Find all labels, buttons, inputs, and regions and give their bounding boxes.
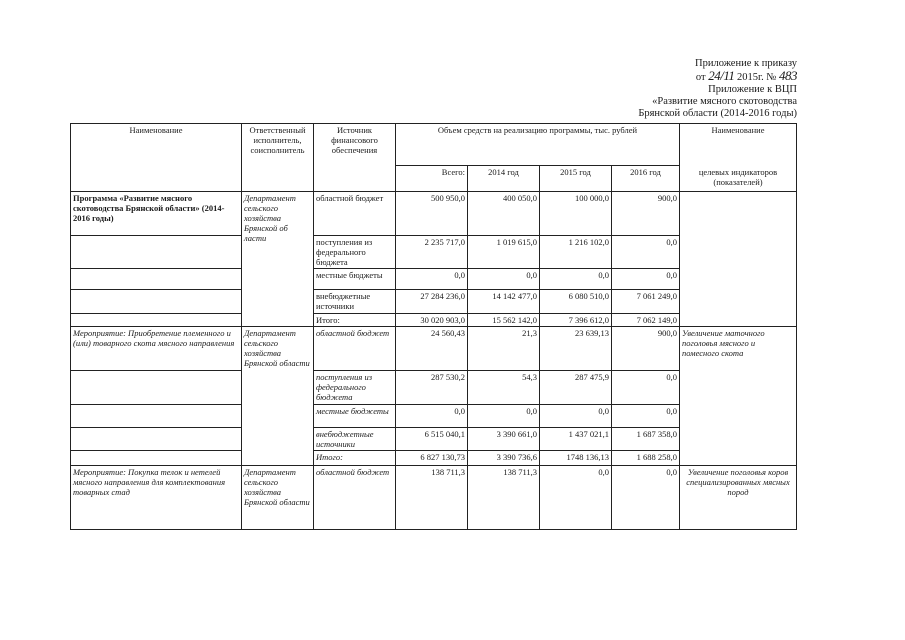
handwritten-date: 24/11 [708, 68, 735, 83]
value-cell-total: 138 711,3 [396, 466, 468, 530]
value-cell-y2016: 0,0 [612, 466, 680, 530]
value-cell-y2016: 0,0 [612, 405, 680, 428]
header-row-1 [71, 124, 797, 166]
value-cell-y2014: 400 050,0 [468, 192, 540, 236]
header-line-3: Приложение к ВЦП [708, 84, 797, 95]
value-cell-y2016: 1 687 358,0 [612, 428, 680, 451]
col-header-name: Наименование [71, 124, 242, 166]
header-line-4: «Развитие мясного скотоводства [652, 96, 797, 107]
value-cell-y2015: 7 396 612,0 [540, 314, 612, 327]
value-cell-total: 287 530,2 [396, 371, 468, 405]
value-cell-y2014: 138 711,3 [468, 466, 540, 530]
block-name-cell: Программа «Развитие мясного скотоводства Брянской области» (2014-2016 годы) [71, 192, 242, 236]
handwritten-number: 483 [779, 68, 797, 83]
value-cell-y2016: 0,0 [612, 236, 680, 269]
indicator-cell [680, 192, 797, 327]
col-header-2016: 2016 год [612, 166, 680, 192]
value-cell-total: 24 560,43 [396, 327, 468, 371]
source-cell: областной бюджет [314, 327, 396, 371]
table-row [71, 327, 797, 371]
program-funding-table [70, 123, 797, 530]
value-cell-total: 500 950,0 [396, 192, 468, 236]
col-header-funds: Объем средств на реализацию программы, тыс. рублей [396, 124, 680, 166]
col-header-2014: 2014 год [468, 166, 540, 192]
value-cell-y2014: 3 390 736,6 [468, 451, 540, 466]
source-cell: поступления из федерального бюджета [314, 371, 396, 405]
header-row-2 [71, 166, 797, 192]
col-header-source: Источник финансового обеспечения [314, 124, 396, 166]
header-blank-source [314, 166, 396, 192]
block-name-cell: Мероприятие: Приобретение племенного и (или) товарного скота мясного направления [71, 327, 242, 371]
header-line-1: Приложение к приказу [695, 58, 797, 69]
table-row [71, 192, 797, 236]
source-cell: внебюджетные источники [314, 428, 396, 451]
block-executor-cell: Департамент сельского хозяйства Брянской об ласти [242, 192, 314, 327]
value-cell-y2015: 0,0 [540, 269, 612, 290]
value-cell-y2015: 287 475,9 [540, 371, 612, 405]
source-cell: местные бюджеты [314, 405, 396, 428]
block-executor-cell: Департамент сельского хозяйства Брянской области [242, 466, 314, 530]
source-cell: Итого: [314, 451, 396, 466]
col-header-indicator-top: Наименование [680, 124, 797, 166]
header-line-2 [638, 70, 797, 84]
col-header-executor: Ответственный исполнитель, соисполнитель [242, 124, 314, 166]
value-cell-y2016: 0,0 [612, 269, 680, 290]
value-cell-y2016: 900,0 [612, 327, 680, 371]
indicator-cell: Увеличение поголовья коров специализированных мясных пород [680, 466, 797, 530]
source-cell: областной бюджет [314, 466, 396, 530]
value-cell-y2014: 15 562 142,0 [468, 314, 540, 327]
header-year-label: 2015г. № [736, 72, 777, 83]
block-name-cell: Мероприятие: Покупка телок и нетелей мясного направления для комплектования товарных стад [71, 466, 242, 530]
header-blank-executor [242, 166, 314, 192]
value-cell-y2015: 23 639,13 [540, 327, 612, 371]
header-blank-name [71, 166, 242, 192]
header-line-5: Брянской области (2014-2016 годы) [638, 108, 797, 119]
source-cell: поступления из федерального бюджета [314, 236, 396, 269]
empty-name-cell [71, 236, 242, 269]
header-date-prefix: от [695, 72, 706, 83]
value-cell-y2014: 14 142 477,0 [468, 290, 540, 314]
value-cell-y2014: 54,3 [468, 371, 540, 405]
value-cell-y2015: 0,0 [540, 405, 612, 428]
value-cell-y2015: 100 000,0 [540, 192, 612, 236]
col-header-2015: 2015 год [540, 166, 612, 192]
value-cell-total: 2 235 717,0 [396, 236, 468, 269]
source-cell: областной бюджет [314, 192, 396, 236]
value-cell-y2015: 1748 136,13 [540, 451, 612, 466]
value-cell-y2014: 0,0 [468, 269, 540, 290]
value-cell-total: 30 020 903,0 [396, 314, 468, 327]
empty-name-cell [71, 371, 242, 405]
value-cell-y2016: 7 061 249,0 [612, 290, 680, 314]
source-cell: Итого: [314, 314, 396, 327]
col-header-total: Всего: [396, 166, 468, 192]
source-cell: внебюджетные источники [314, 290, 396, 314]
value-cell-y2016: 7 062 149,0 [612, 314, 680, 327]
value-cell-y2014: 21,3 [468, 327, 540, 371]
value-cell-total: 0,0 [396, 269, 468, 290]
value-cell-y2015: 0,0 [540, 466, 612, 530]
block-executor-cell: Департамент сельского хозяйства Брянской области [242, 327, 314, 466]
source-cell: местные бюджеты [314, 269, 396, 290]
value-cell-y2016: 0,0 [612, 371, 680, 405]
value-cell-total: 27 284 236,0 [396, 290, 468, 314]
indicator-cell: Увеличение маточного поголовья мясного и помесного скота [680, 327, 797, 466]
value-cell-total: 0,0 [396, 405, 468, 428]
value-cell-y2015: 6 080 510,0 [540, 290, 612, 314]
value-cell-total: 6 827 130,73 [396, 451, 468, 466]
table-row [71, 466, 797, 530]
empty-name-cell [71, 269, 242, 290]
value-cell-y2016: 900,0 [612, 192, 680, 236]
value-cell-total: 6 515 040,1 [396, 428, 468, 451]
col-header-indicator-bottom: целевых индикаторов (показателей) [680, 166, 797, 192]
empty-name-cell [71, 451, 242, 466]
empty-name-cell [71, 428, 242, 451]
empty-name-cell [71, 314, 242, 327]
value-cell-y2014: 3 390 661,0 [468, 428, 540, 451]
value-cell-y2015: 1 216 102,0 [540, 236, 612, 269]
value-cell-y2016: 1 688 258,0 [612, 451, 680, 466]
value-cell-y2015: 1 437 021,1 [540, 428, 612, 451]
empty-name-cell [71, 290, 242, 314]
value-cell-y2014: 0,0 [468, 405, 540, 428]
value-cell-y2014: 1 019 615,0 [468, 236, 540, 269]
empty-name-cell [71, 405, 242, 428]
document-header [638, 58, 797, 120]
